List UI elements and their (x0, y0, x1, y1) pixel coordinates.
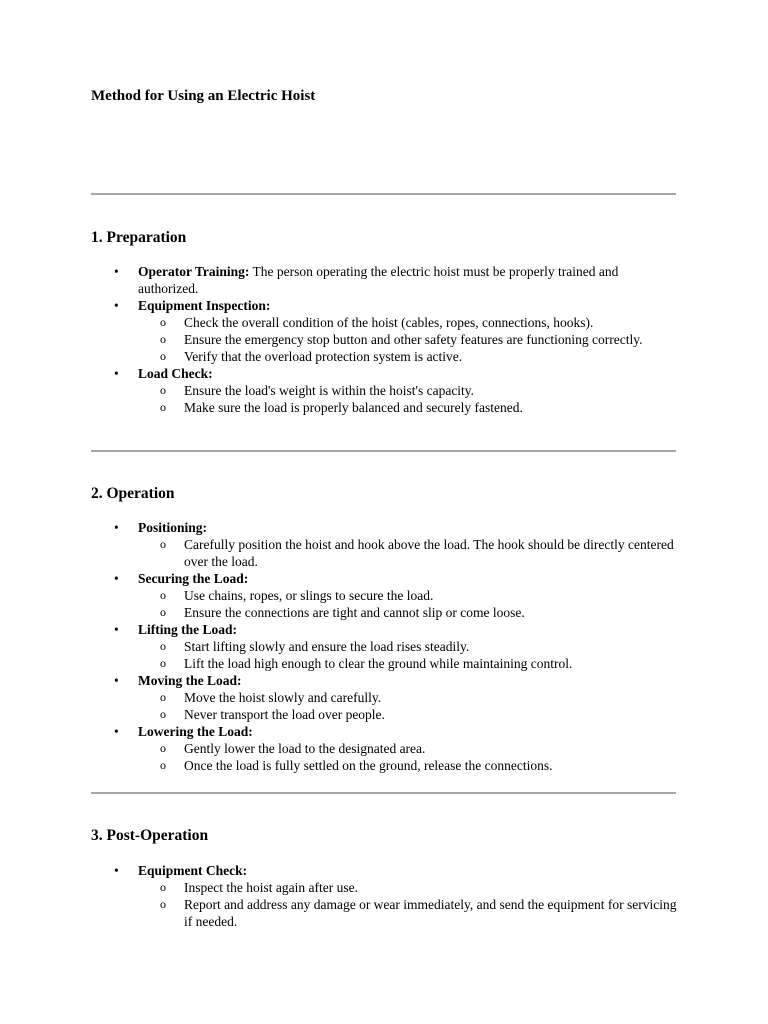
sub-list (138, 879, 678, 930)
sub-list (138, 689, 678, 723)
sub-list (138, 740, 678, 774)
sub-list-item: o Check the overall condition of the hoist (cables, ropes, connections, hooks). (138, 314, 678, 331)
sub-list-item: o Start lifting slowly and ensure the load rises steadily. (138, 638, 678, 655)
sub-list-item: o Ensure the load's weight is within the hoist's capacity. (138, 382, 678, 399)
sub-list-item: o Verify that the overload protection system is active. (138, 348, 678, 365)
document-title: Method for Using an Electric Hoist (91, 88, 316, 104)
sub-list-item: o Never transport the load over people. (138, 706, 678, 723)
horizontal-divider (91, 792, 676, 794)
item-label: Operator Training: (138, 264, 250, 279)
item-label: Positioning: (138, 520, 208, 535)
item-label: Lowering the Load: (138, 724, 253, 739)
sub-list (138, 587, 678, 621)
list-item (0, 570, 678, 621)
horizontal-divider (91, 450, 676, 452)
sub-list-item: o Report and address any damage or wear immediately, and send the equipment for servicing if needed. (138, 896, 678, 930)
list-item (0, 621, 678, 672)
list-item (0, 862, 678, 930)
item-label: Load Check: (138, 366, 213, 381)
sub-list-item: o Gently lower the load to the designated area. (138, 740, 678, 757)
sub-list-item: o Ensure the connections are tight and cannot slip or come loose. (138, 604, 678, 621)
list-item (0, 672, 678, 723)
sub-list-item: o Lift the load high enough to clear the ground while maintaining control. (138, 655, 678, 672)
item-label: Equipment Check: (138, 863, 248, 878)
preparation-list (0, 263, 678, 416)
horizontal-divider (91, 193, 676, 195)
section-heading-operation: 2. Operation (91, 485, 175, 502)
list-item (0, 263, 678, 297)
sub-list-item: o Carefully position the hoist and hook above the load. The hook should be directly centered over the load. (138, 536, 678, 570)
sub-list-item: o Once the load is fully settled on the ground, release the connections. (138, 757, 678, 774)
item-label: Moving the Load: (138, 673, 242, 688)
list-item (0, 723, 678, 774)
section-heading-post-operation: 3. Post-Operation (91, 827, 209, 844)
sub-list (138, 314, 678, 365)
sub-list-item: o Make sure the load is properly balanced and securely fastened. (138, 399, 678, 416)
list-item (0, 365, 678, 416)
post-operation-list (0, 862, 678, 930)
sub-list-item: o Use chains, ropes, or slings to secure the load. (138, 587, 678, 604)
operation-list (0, 519, 678, 774)
list-item (0, 297, 678, 365)
sub-list-item: o Inspect the hoist again after use. (138, 879, 678, 896)
item-label: Lifting the Load: (138, 622, 238, 637)
sub-list (138, 382, 678, 416)
sub-list-item: o Move the hoist slowly and carefully. (138, 689, 678, 706)
section-heading-preparation: 1. Preparation (91, 229, 187, 246)
item-text: The person operating the electric hoist must be properly trained and authorized. (138, 264, 619, 296)
item-label: Equipment Inspection: (138, 298, 271, 313)
list-item (0, 519, 678, 570)
sub-list-item: o Ensure the emergency stop button and other safety features are functioning correctly. (138, 331, 678, 348)
sub-list (138, 536, 678, 570)
item-label: Securing the Load: (138, 571, 249, 586)
sub-list (138, 638, 678, 672)
